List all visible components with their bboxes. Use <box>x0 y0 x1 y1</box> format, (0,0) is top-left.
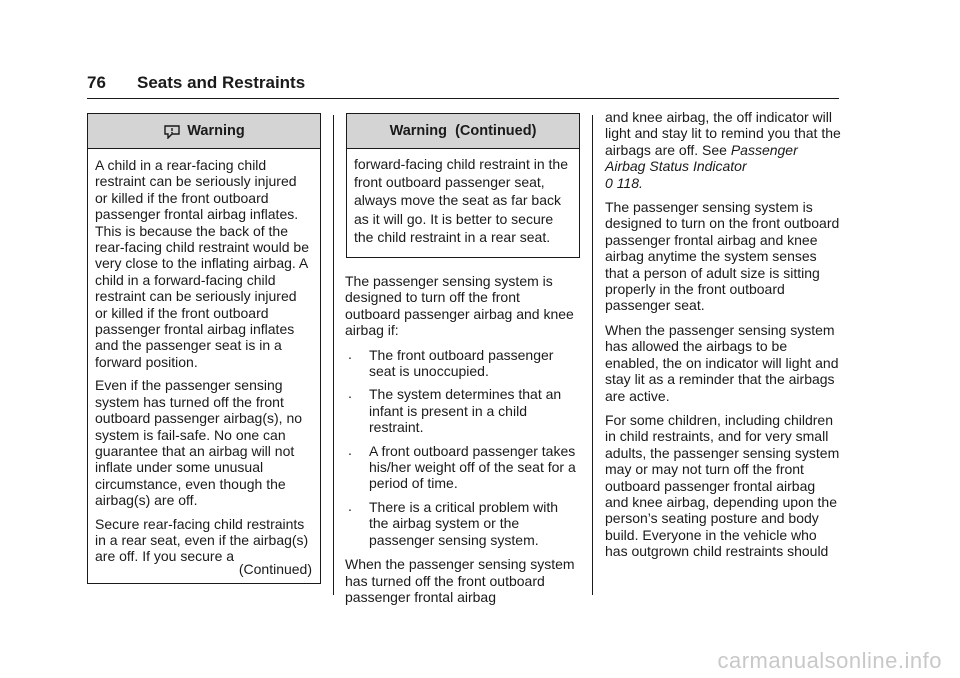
indicator-paragraph: and knee airbag, the off indicator will light and stay lit to remind you that the airbags are off. See Passenger Airbag Status Indicator 0 118. <box>605 109 841 191</box>
warning-continued-text: forward-facing child restraint in the front outboard passenger seat, always move the seat as far back as it will go. It is better to secure the child restraint in a rear seat. <box>354 156 568 245</box>
watermark: carmanualsonline.info <box>717 648 942 673</box>
continued-label: (Continued) <box>238 560 312 577</box>
paragraph: The passenger sensing system is designed to turn on the front outboard passenger frontal airbag and knee airbag anytime the system senses that a person of adult size is sitting properly in the front outboard passenger seat. <box>605 199 840 314</box>
condition-list <box>345 347 577 548</box>
warning-continued-heading: Warning (Continued) <box>389 123 537 139</box>
intro-paragraph: The passenger sensing system is designed to turn off the front outboard passenger airbag and knee airbag if: <box>345 273 574 339</box>
paragraph: When the passenger sensing system has allowed the airbags to be enabled, the on indicator will light and stay lit as a reminder that the airbags are active. <box>605 321 839 404</box>
page-reference[interactable]: 118 <box>616 174 640 191</box>
outro-paragraph: When the passenger sensing system has turned off the front outboard passenger frontal airbag <box>345 556 575 605</box>
warning-icon <box>163 123 181 139</box>
page-ref-icon: 0 <box>605 174 613 191</box>
cross-reference-link[interactable]: Passenger Airbag Status Indicator <box>605 141 798 175</box>
warning-heading: Warning <box>187 123 245 139</box>
section-title: Seats and Restraints <box>137 73 306 92</box>
column-divider <box>333 115 334 595</box>
list-item: . There is a critical problem with the airbag system or the passenger sensing system. <box>348 497 559 548</box>
list-item: . A front outboard passenger takes his/her weight off of the seat for a period of time. <box>348 441 576 492</box>
warning-continued-box <box>346 113 580 258</box>
middle-column <box>345 273 577 613</box>
page-header <box>87 70 839 99</box>
warning-paragraph: A child in a rear-facing child restraint can be seriously injured or killed if the front outboard passenger frontal airbag inflates. This is because the back of the rear-facing child restraint would be very close to the inflating airbag. A child in a forward-facing child restraint can be seriously injured or killed if the front outboard passenger frontal airbag inflates and the passenger seat is in a forward position. <box>95 157 309 370</box>
warning-paragraph: Even if the passenger sensing system has turned off the front outboard passenger airbag(s), no system is fail-safe. No one can guarantee that an airbag will not inflate under some unusual circumstance, even though the airbag(s) are off. <box>95 377 303 509</box>
warning-paragraph: Secure rear-facing child restraints in a rear seat, even if the airbag(s) are off. If you secure a <box>95 515 309 565</box>
column-divider <box>592 115 593 595</box>
list-item: . The front outboard passenger seat is unoccupied. <box>348 345 554 380</box>
paragraph: For some children, including children in child restraints, and for very small adults, the passenger sensing system may or may not turn off the front outboard passenger frontal airbag and knee airbag, depending upon the person’s seating posture and body build. Everyone in the vehicle who has outgrown child restraints should <box>605 411 840 560</box>
list-item: . The system determines that an infant is present in a child restraint. <box>348 385 562 436</box>
warning-continued-header <box>347 114 579 149</box>
page-number: 76 <box>87 73 106 92</box>
warning-box <box>87 113 321 584</box>
warning-header <box>88 114 320 149</box>
right-column <box>605 109 841 568</box>
